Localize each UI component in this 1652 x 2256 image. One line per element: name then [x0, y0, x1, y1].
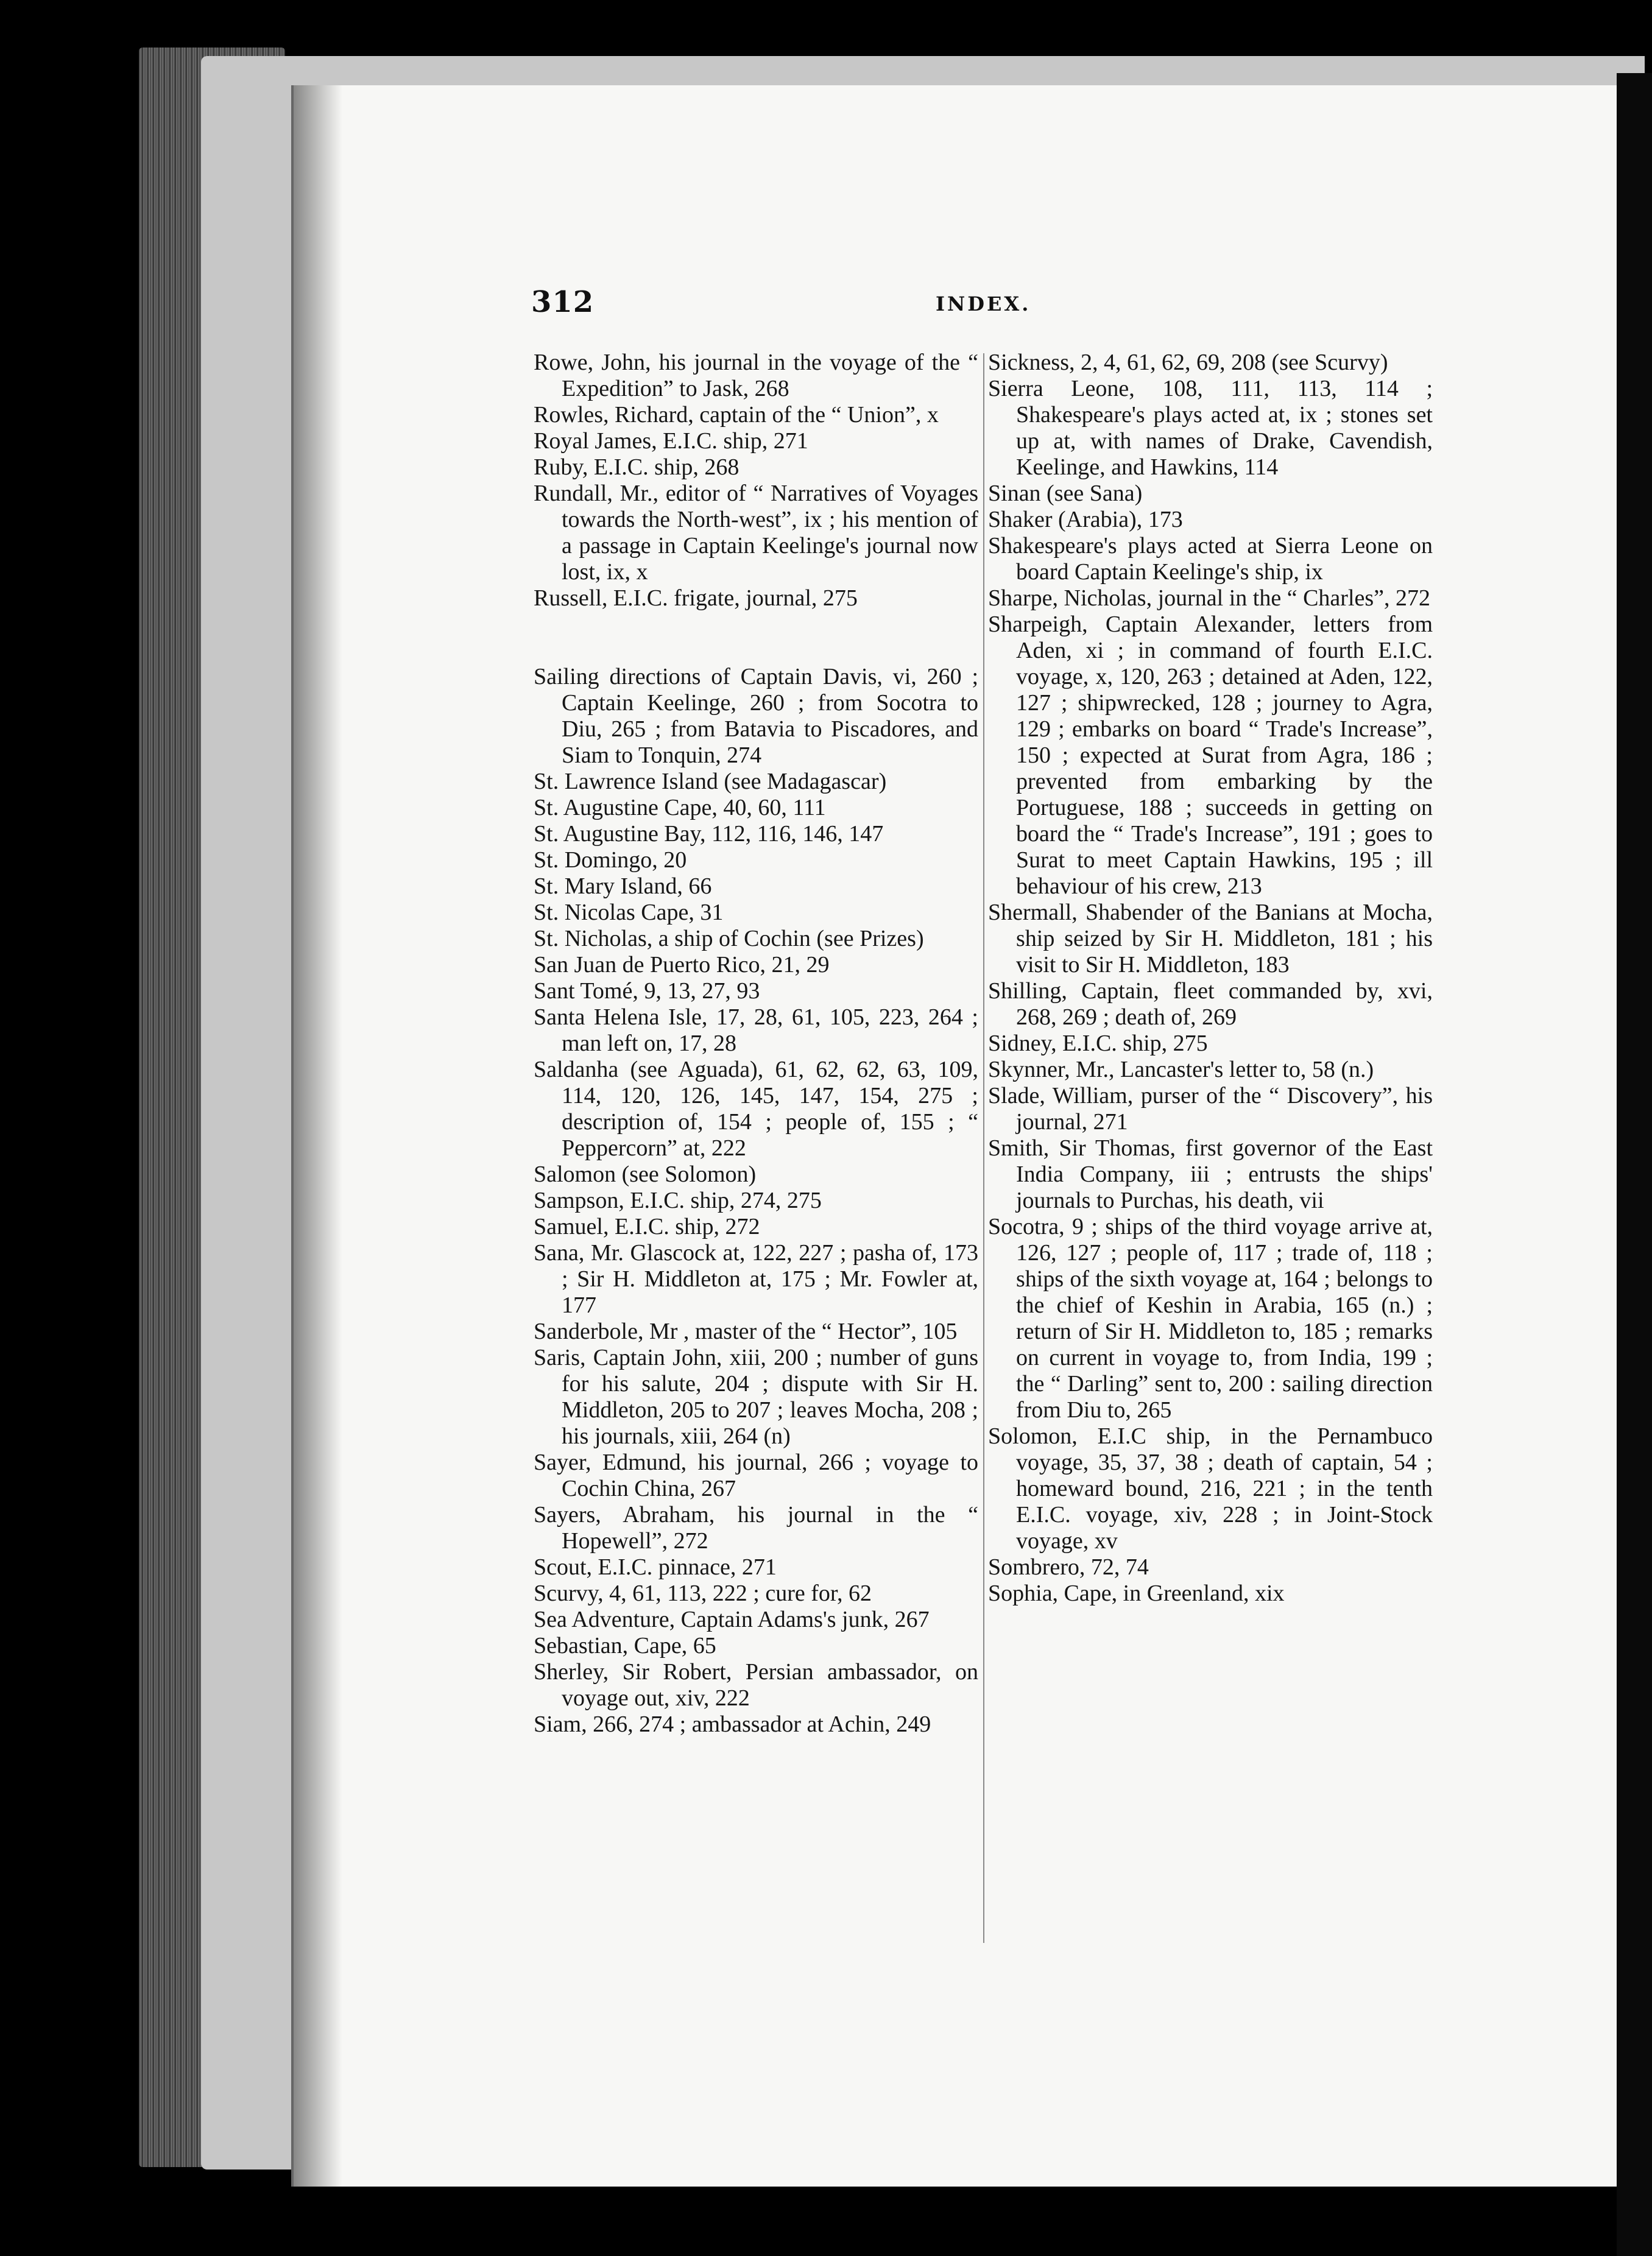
- page-title: INDEX.: [936, 292, 1031, 315]
- index-entry: Sinan (see Sana): [988, 481, 1143, 506]
- index-entry: St. Nicholas, a ship of Cochin (see Prizes): [534, 926, 924, 951]
- index-entry: Sharpeigh, Captain Alexander, letters from Aden, xi ; in command of fourth E.I.C. voyage, x, 120, 263 ; detained at Aden, 122, 127 ; shipwrecked, 128 ; journey to Agra, 129 ; embarks on board “ Trade's Increase”, 150 ; expected at Surat from Agra, 186 ; prevented from embarking by the Portuguese, 188 ; succeeds in getting on board the “ Trade's Increase”, 191 ; goes to Surat to meet Captain Hawkins, 195 ; ill behaviour of his crew, 213: [988, 612, 1433, 899]
- section-gap: [534, 612, 978, 664]
- page-number: 312: [531, 285, 595, 319]
- index-entry: Socotra, 9 ; ships of the third voyage arrive at, 126, 127 ; people of, 117 ; trade of, 118 ; ships of the sixth voyage at, 164 ; belongs to the chief of Keshin in Arabia, 165 (n.) ; return of Sir H. Middleton to, 185 ; remarks on current in voyage to, from India, 199 ; the “ Darling” sent to, 200 : sailing direction from Diu to, 265: [988, 1214, 1433, 1423]
- index-column-left: [534, 350, 978, 1738]
- index-entry: Sayers, Abraham, his journal in the “ Hopewell”, 272: [534, 1502, 978, 1554]
- index-entry: Sombrero, 72, 74: [988, 1554, 1149, 1580]
- index-entry: Sanderbole, Mr , master of the “ Hector”, 105: [534, 1319, 958, 1344]
- index-entry: Sea Adventure, Captain Adams's junk, 267: [534, 1607, 930, 1632]
- index-entry: Rowe, John, his journal in the voyage of the “ Expedition” to Jask, 268: [534, 350, 978, 401]
- index-entry: Scurvy, 4, 61, 113, 222 ; cure for, 62: [534, 1581, 872, 1606]
- facing-page-edge: [1617, 73, 1652, 2256]
- index-column-right: [988, 350, 1433, 1607]
- index-entry: Salomon (see Solomon): [534, 1161, 757, 1187]
- index-entry: Sickness, 2, 4, 61, 62, 69, 208 (see Scurvy): [988, 350, 1388, 375]
- index-entry: Sharpe, Nicholas, journal in the “ Charles”, 272: [988, 585, 1431, 611]
- index-entry: St. Domingo, 20: [534, 847, 687, 873]
- index-entry: St. Mary Island, 66: [534, 873, 712, 899]
- index-entry: Sampson, E.I.C. ship, 274, 275: [534, 1188, 822, 1213]
- index-entry: Sailing directions of Captain Davis, vi, 260 ; Captain Keelinge, 260 ; from Socotra to Diu, 265 ; from Batavia to Piscadores, and Siam to Tonquin, 274: [534, 664, 978, 768]
- index-entry: Saris, Captain John, xiii, 200 ; number of guns for his salute, 204 ; dispute with Sir H. Middleton, 205 to 207 ; leaves Mocha, 208 ; his journals, xiii, 264 (n): [534, 1345, 978, 1449]
- index-entry: Skynner, Mr., Lancaster's letter to, 58 (n.): [988, 1057, 1374, 1082]
- index-entry: Shaker (Arabia), 173: [988, 507, 1183, 532]
- index-entry: Slade, William, purser of the “ Discovery”, his journal, 271: [988, 1083, 1433, 1135]
- index-entry: St. Lawrence Island (see Madagascar): [534, 769, 887, 794]
- index-entry: Scout, E.I.C. pinnace, 271: [534, 1554, 777, 1580]
- index-entry: Shermall, Shabender of the Banians at Mocha, ship seized by Sir H. Middleton, 181 ; his visit to Sir H. Middleton, 183: [988, 900, 1433, 978]
- column-divider: [983, 353, 984, 1943]
- index-entry: Rundall, Mr., editor of “ Narratives of Voyages towards the North-west”, ix ; his mention of a passage in Captain Keelinge's journal now lost, ix, x: [534, 481, 978, 585]
- index-entry: Royal James, E.I.C. ship, 271: [534, 428, 808, 454]
- index-entry: Russell, E.I.C. frigate, journal, 275: [534, 585, 858, 611]
- index-entry: Sidney, E.I.C. ship, 275: [988, 1031, 1208, 1056]
- index-entry: Sebastian, Cape, 65: [534, 1633, 716, 1659]
- index-entry: Shilling, Captain, fleet commanded by, xvi, 268, 269 ; death of, 269: [988, 978, 1433, 1030]
- index-entry: St. Augustine Bay, 112, 116, 146, 147: [534, 821, 884, 847]
- gutter-shadow: [294, 85, 342, 2187]
- index-entry: Rowles, Richard, captain of the “ Union”, x: [534, 402, 939, 428]
- index-entry: Sierra Leone, 108, 111, 113, 114 ; Shakespeare's plays acted at, ix ; stones set up at, with names of Drake, Cavendish, Keelinge, and Hawkins, 114: [988, 376, 1433, 480]
- index-entry: Sophia, Cape, in Greenland, xix: [988, 1581, 1285, 1606]
- index-entry: San Juan de Puerto Rico, 21, 29: [534, 952, 830, 978]
- index-entry: Samuel, E.I.C. ship, 272: [534, 1214, 760, 1239]
- index-entry: Siam, 266, 274 ; ambassador at Achin, 249: [534, 1711, 931, 1737]
- index-entry: Shakespeare's plays acted at Sierra Leone on board Captain Keelinge's ship, ix: [988, 533, 1433, 585]
- index-entry: Smith, Sir Thomas, first governor of the East India Company, iii ; entrusts the ships' journals to Purchas, his death, vii: [988, 1135, 1433, 1213]
- index-entry: Sayer, Edmund, his journal, 266 ; voyage to Cochin China, 267: [534, 1450, 978, 1501]
- index-entry: Santa Helena Isle, 17, 28, 61, 105, 223, 264 ; man left on, 17, 28: [534, 1004, 978, 1056]
- index-entry: Sherley, Sir Robert, Persian ambassador, on voyage out, xiv, 222: [534, 1659, 978, 1711]
- index-entry: St. Nicolas Cape, 31: [534, 900, 724, 925]
- page-header: [531, 285, 1433, 322]
- index-entry: Ruby, E.I.C. ship, 268: [534, 454, 740, 480]
- index-entry: St. Augustine Cape, 40, 60, 111: [534, 795, 826, 820]
- index-entry: Sant Tomé, 9, 13, 27, 93: [534, 978, 760, 1004]
- index-entry: Saldanha (see Aguada), 61, 62, 62, 63, 109, 114, 120, 126, 145, 147, 154, 275 ; description of, 154 ; people of, 155 ; “ Peppercorn” at, 222: [534, 1057, 978, 1161]
- index-entry: Sana, Mr. Glascock at, 122, 227 ; pasha of, 173 ; Sir H. Middleton at, 175 ; Mr. Fowler at, 177: [534, 1240, 978, 1318]
- index-entry: Solomon, E.I.C ship, in the Pernambuco voyage, 35, 37, 38 ; death of captain, 54 ; homeward bound, 216, 221 ; in the tenth E.I.C. voyage, xiv, 228 ; in Joint-Stock voyage, xv: [988, 1423, 1433, 1554]
